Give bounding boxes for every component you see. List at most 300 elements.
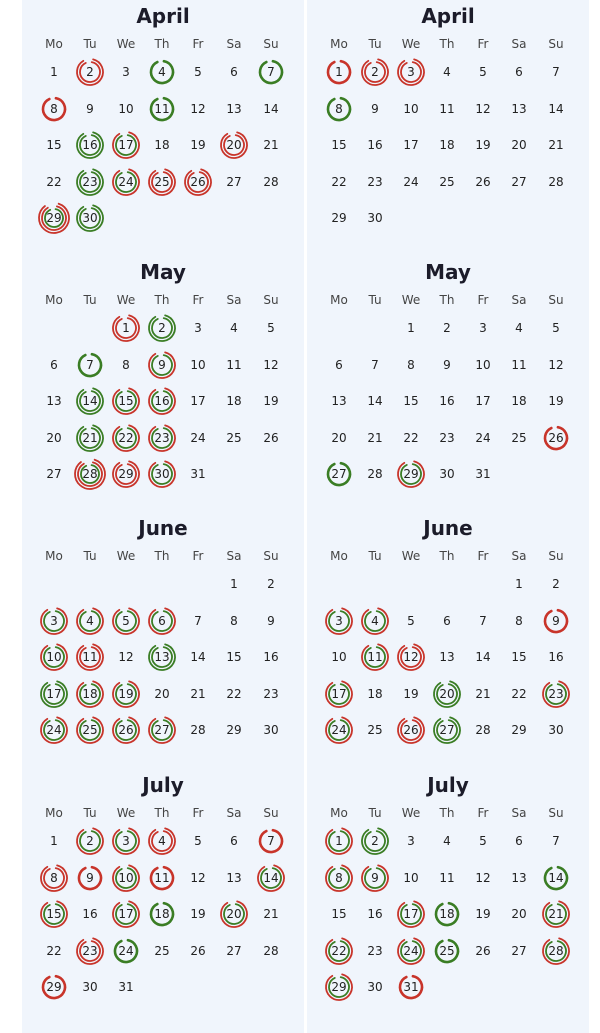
day-cell[interactable] bbox=[184, 864, 212, 892]
day-number: 17 bbox=[403, 907, 419, 921]
day-cell[interactable] bbox=[397, 643, 425, 671]
day-cell[interactable] bbox=[397, 607, 425, 635]
day-cell[interactable] bbox=[397, 716, 425, 744]
day-cell[interactable] bbox=[505, 680, 533, 708]
day-cell[interactable] bbox=[40, 937, 68, 965]
day-cell[interactable] bbox=[148, 460, 176, 488]
day-number: 29 bbox=[226, 723, 242, 737]
day-number: 7 bbox=[371, 357, 379, 372]
day-number: 26 bbox=[118, 723, 134, 737]
day-cell[interactable] bbox=[325, 643, 353, 671]
day-cell[interactable] bbox=[433, 937, 461, 965]
day-cell[interactable] bbox=[469, 168, 497, 196]
day-cell[interactable] bbox=[76, 95, 104, 123]
day-cell[interactable] bbox=[325, 351, 353, 379]
day-cell[interactable] bbox=[148, 131, 176, 159]
day-cell[interactable] bbox=[148, 351, 176, 379]
weekday-header-we: We bbox=[401, 806, 421, 820]
day-cell[interactable] bbox=[148, 95, 176, 123]
day-number: 23 bbox=[439, 430, 455, 445]
day-cell[interactable] bbox=[433, 643, 461, 671]
day-cell[interactable] bbox=[433, 314, 461, 342]
day-cell[interactable] bbox=[40, 351, 68, 379]
day-cell[interactable] bbox=[257, 570, 285, 598]
day-cell[interactable] bbox=[76, 716, 104, 744]
day-number: 22 bbox=[46, 943, 62, 958]
day-cell[interactable] bbox=[469, 95, 497, 123]
day-cell[interactable] bbox=[397, 424, 425, 452]
day-cell[interactable] bbox=[148, 900, 176, 928]
day-cell[interactable] bbox=[76, 937, 104, 965]
day-cell[interactable] bbox=[469, 607, 497, 635]
day-cell[interactable] bbox=[433, 680, 461, 708]
day-number: 14 bbox=[475, 650, 491, 664]
day-cell[interactable] bbox=[76, 424, 104, 452]
day-cell[interactable] bbox=[76, 460, 104, 488]
day-cell[interactable] bbox=[325, 827, 353, 855]
day-cell[interactable] bbox=[542, 607, 570, 635]
day-cell[interactable] bbox=[76, 827, 104, 855]
day-cell[interactable] bbox=[397, 58, 425, 86]
day-cell[interactable] bbox=[361, 168, 389, 196]
day-number: 29 bbox=[118, 467, 134, 481]
day-cell[interactable] bbox=[76, 387, 104, 415]
day-cell[interactable] bbox=[220, 864, 248, 892]
day-cell[interactable] bbox=[257, 716, 285, 744]
day-cell[interactable] bbox=[148, 424, 176, 452]
day-cell[interactable] bbox=[184, 314, 212, 342]
day-cell[interactable] bbox=[433, 168, 461, 196]
day-cell[interactable] bbox=[505, 314, 533, 342]
day-cell[interactable] bbox=[112, 716, 140, 744]
day-cell[interactable] bbox=[148, 58, 176, 86]
day-cell[interactable] bbox=[220, 58, 248, 86]
day-cell[interactable] bbox=[542, 680, 570, 708]
day-cell[interactable] bbox=[184, 827, 212, 855]
day-number: 18 bbox=[82, 686, 98, 701]
day-cell[interactable] bbox=[361, 131, 389, 159]
day-cell[interactable] bbox=[361, 387, 389, 415]
day-number: 21 bbox=[263, 907, 279, 921]
day-cell[interactable] bbox=[40, 864, 68, 892]
day-number: 1 bbox=[407, 321, 415, 335]
day-cell[interactable] bbox=[505, 643, 533, 671]
day-cell[interactable] bbox=[542, 131, 570, 159]
day-number: 15 bbox=[226, 650, 242, 664]
day-number: 29 bbox=[331, 211, 347, 225]
day-cell[interactable] bbox=[433, 827, 461, 855]
day-cell[interactable] bbox=[76, 58, 104, 86]
day-number: 9 bbox=[267, 613, 275, 628]
day-cell[interactable] bbox=[220, 937, 248, 965]
day-cell[interactable] bbox=[184, 680, 212, 708]
day-cell[interactable] bbox=[505, 827, 533, 855]
day-cell[interactable] bbox=[184, 607, 212, 635]
day-cell[interactable] bbox=[148, 387, 176, 415]
day-number: 9 bbox=[86, 101, 94, 116]
day-cell[interactable] bbox=[76, 680, 104, 708]
day-cell[interactable] bbox=[469, 460, 497, 488]
day-cell[interactable] bbox=[112, 131, 140, 159]
day-cell[interactable] bbox=[257, 937, 285, 965]
day-number: 4 bbox=[158, 65, 166, 79]
day-cell[interactable] bbox=[469, 314, 497, 342]
day-cell[interactable] bbox=[361, 607, 389, 635]
day-cell[interactable] bbox=[257, 351, 285, 379]
day-cell[interactable] bbox=[433, 351, 461, 379]
day-cell[interactable] bbox=[361, 716, 389, 744]
day-cell[interactable] bbox=[184, 900, 212, 928]
day-cell[interactable] bbox=[469, 58, 497, 86]
day-cell[interactable] bbox=[505, 716, 533, 744]
day-cell[interactable] bbox=[220, 168, 248, 196]
day-cell[interactable] bbox=[112, 351, 140, 379]
day-cell[interactable] bbox=[257, 314, 285, 342]
day-number: 25 bbox=[154, 943, 170, 958]
day-cell[interactable] bbox=[148, 680, 176, 708]
weekday-header-mo: Mo bbox=[45, 549, 63, 563]
day-cell[interactable] bbox=[76, 864, 104, 892]
day-cell[interactable] bbox=[220, 387, 248, 415]
day-cell[interactable] bbox=[505, 168, 533, 196]
day-number: 24 bbox=[403, 943, 419, 958]
day-cell[interactable] bbox=[40, 643, 68, 671]
day-cell[interactable] bbox=[433, 864, 461, 892]
day-cell[interactable] bbox=[257, 168, 285, 196]
day-cell[interactable] bbox=[184, 643, 212, 671]
day-cell[interactable] bbox=[361, 937, 389, 965]
day-cell[interactable] bbox=[112, 95, 140, 123]
day-number: 4 bbox=[230, 321, 238, 335]
day-cell[interactable] bbox=[542, 168, 570, 196]
day-cell[interactable] bbox=[76, 643, 104, 671]
day-cell[interactable] bbox=[542, 424, 570, 452]
day-cell[interactable] bbox=[148, 643, 176, 671]
day-number: 28 bbox=[548, 943, 564, 958]
day-cell[interactable] bbox=[184, 424, 212, 452]
day-cell[interactable] bbox=[361, 900, 389, 928]
weekday-header-su: Su bbox=[263, 806, 279, 820]
day-number: 8 bbox=[407, 357, 415, 372]
day-cell[interactable] bbox=[112, 864, 140, 892]
day-cell[interactable] bbox=[40, 424, 68, 452]
day-cell[interactable] bbox=[40, 607, 68, 635]
day-cell[interactable] bbox=[505, 58, 533, 86]
day-number: 1 bbox=[515, 577, 523, 591]
day-cell[interactable] bbox=[397, 387, 425, 415]
day-cell[interactable] bbox=[40, 131, 68, 159]
day-cell[interactable] bbox=[40, 95, 68, 123]
day-cell[interactable] bbox=[361, 58, 389, 86]
day-cell[interactable] bbox=[148, 827, 176, 855]
day-cell[interactable] bbox=[397, 351, 425, 379]
day-number: 16 bbox=[263, 650, 279, 664]
day-cell[interactable] bbox=[361, 827, 389, 855]
day-cell[interactable] bbox=[325, 973, 353, 1001]
day-cell[interactable] bbox=[505, 570, 533, 598]
day-cell[interactable] bbox=[397, 95, 425, 123]
day-cell[interactable] bbox=[469, 900, 497, 928]
day-cell[interactable] bbox=[257, 424, 285, 452]
day-cell[interactable] bbox=[469, 351, 497, 379]
day-cell[interactable] bbox=[325, 716, 353, 744]
day-cell[interactable] bbox=[40, 387, 68, 415]
day-cell[interactable] bbox=[325, 864, 353, 892]
day-cell[interactable] bbox=[40, 680, 68, 708]
day-cell[interactable] bbox=[257, 95, 285, 123]
day-cell[interactable] bbox=[397, 864, 425, 892]
day-cell[interactable] bbox=[40, 460, 68, 488]
day-cell[interactable] bbox=[257, 864, 285, 892]
day-cell[interactable] bbox=[184, 937, 212, 965]
day-cell[interactable] bbox=[112, 424, 140, 452]
day-cell[interactable] bbox=[220, 351, 248, 379]
day-cell[interactable] bbox=[257, 827, 285, 855]
day-cell[interactable] bbox=[76, 973, 104, 1001]
day-number: 21 bbox=[190, 686, 206, 701]
day-cell[interactable] bbox=[505, 131, 533, 159]
day-cell[interactable] bbox=[361, 424, 389, 452]
weekday-header-tu: Tu bbox=[368, 806, 382, 820]
day-cell[interactable] bbox=[257, 387, 285, 415]
day-number: 29 bbox=[511, 723, 527, 737]
day-cell[interactable] bbox=[433, 95, 461, 123]
day-cell[interactable] bbox=[469, 680, 497, 708]
day-cell[interactable] bbox=[220, 827, 248, 855]
day-cell[interactable] bbox=[397, 460, 425, 488]
day-cell[interactable] bbox=[112, 460, 140, 488]
day-cell[interactable] bbox=[76, 131, 104, 159]
day-cell[interactable] bbox=[184, 351, 212, 379]
day-cell[interactable] bbox=[361, 643, 389, 671]
day-cell[interactable] bbox=[469, 937, 497, 965]
day-cell[interactable] bbox=[542, 643, 570, 671]
day-cell[interactable] bbox=[220, 314, 248, 342]
day-cell[interactable] bbox=[112, 973, 140, 1001]
day-number: 23 bbox=[154, 430, 170, 445]
day-cell[interactable] bbox=[40, 827, 68, 855]
day-number: 1 bbox=[335, 65, 343, 79]
day-cell[interactable] bbox=[148, 864, 176, 892]
day-cell[interactable] bbox=[397, 314, 425, 342]
day-cell[interactable] bbox=[112, 900, 140, 928]
day-cell[interactable] bbox=[469, 716, 497, 744]
day-cell[interactable] bbox=[542, 716, 570, 744]
day-cell[interactable] bbox=[40, 168, 68, 196]
day-number: 24 bbox=[475, 430, 491, 445]
day-number: 9 bbox=[552, 613, 560, 628]
day-cell[interactable] bbox=[325, 168, 353, 196]
day-cell[interactable] bbox=[325, 387, 353, 415]
day-cell[interactable] bbox=[112, 168, 140, 196]
day-cell[interactable] bbox=[220, 607, 248, 635]
day-cell[interactable] bbox=[361, 204, 389, 232]
day-cell[interactable] bbox=[505, 424, 533, 452]
day-cell[interactable] bbox=[76, 900, 104, 928]
day-number: 22 bbox=[511, 686, 527, 701]
day-cell[interactable] bbox=[112, 607, 140, 635]
day-number: 27 bbox=[226, 943, 242, 958]
day-cell[interactable] bbox=[397, 937, 425, 965]
day-cell[interactable] bbox=[112, 827, 140, 855]
day-cell[interactable] bbox=[542, 58, 570, 86]
day-cell[interactable] bbox=[469, 864, 497, 892]
day-cell[interactable] bbox=[397, 131, 425, 159]
day-cell[interactable] bbox=[397, 827, 425, 855]
day-cell[interactable] bbox=[325, 204, 353, 232]
day-number: 30 bbox=[439, 467, 455, 481]
day-cell[interactable] bbox=[505, 607, 533, 635]
day-cell[interactable] bbox=[469, 827, 497, 855]
day-cell[interactable] bbox=[505, 864, 533, 892]
day-cell[interactable] bbox=[76, 204, 104, 232]
day-cell[interactable] bbox=[325, 95, 353, 123]
day-cell[interactable] bbox=[40, 973, 68, 1001]
day-number: 3 bbox=[194, 321, 202, 335]
day-number: 24 bbox=[118, 943, 134, 958]
day-cell[interactable] bbox=[40, 204, 68, 232]
day-cell[interactable] bbox=[542, 827, 570, 855]
day-cell[interactable] bbox=[469, 387, 497, 415]
day-cell[interactable] bbox=[505, 95, 533, 123]
day-number: 1 bbox=[122, 321, 130, 335]
day-cell[interactable] bbox=[433, 387, 461, 415]
day-cell[interactable] bbox=[433, 607, 461, 635]
day-cell[interactable] bbox=[542, 314, 570, 342]
day-cell[interactable] bbox=[397, 900, 425, 928]
day-cell[interactable] bbox=[325, 900, 353, 928]
day-cell[interactable] bbox=[469, 424, 497, 452]
day-cell[interactable] bbox=[184, 460, 212, 488]
day-cell[interactable] bbox=[220, 570, 248, 598]
day-cell[interactable] bbox=[184, 716, 212, 744]
day-cell[interactable] bbox=[76, 168, 104, 196]
day-number: 11 bbox=[154, 101, 170, 116]
day-cell[interactable] bbox=[361, 973, 389, 1001]
day-number: 31 bbox=[403, 980, 419, 994]
day-cell[interactable] bbox=[220, 95, 248, 123]
day-cell[interactable] bbox=[184, 131, 212, 159]
day-cell[interactable] bbox=[148, 937, 176, 965]
day-cell[interactable] bbox=[542, 864, 570, 892]
day-cell[interactable] bbox=[361, 864, 389, 892]
day-cell[interactable] bbox=[433, 424, 461, 452]
day-cell[interactable] bbox=[542, 351, 570, 379]
day-number: 7 bbox=[194, 613, 202, 628]
day-number: 11 bbox=[226, 357, 242, 372]
day-cell[interactable] bbox=[325, 424, 353, 452]
day-cell[interactable] bbox=[220, 680, 248, 708]
day-number: 11 bbox=[154, 870, 170, 885]
day-cell[interactable] bbox=[40, 900, 68, 928]
day-cell[interactable] bbox=[361, 680, 389, 708]
day-number: 20 bbox=[46, 430, 62, 445]
day-cell[interactable] bbox=[542, 570, 570, 598]
day-cell[interactable] bbox=[112, 937, 140, 965]
day-cell[interactable] bbox=[184, 58, 212, 86]
day-cell[interactable] bbox=[433, 460, 461, 488]
day-cell[interactable] bbox=[542, 937, 570, 965]
day-cell[interactable] bbox=[220, 900, 248, 928]
day-cell[interactable] bbox=[257, 58, 285, 86]
day-cell[interactable] bbox=[505, 387, 533, 415]
day-cell[interactable] bbox=[469, 643, 497, 671]
day-cell[interactable] bbox=[325, 607, 353, 635]
day-cell[interactable] bbox=[361, 95, 389, 123]
day-cell[interactable] bbox=[505, 351, 533, 379]
day-cell[interactable] bbox=[257, 680, 285, 708]
day-cell[interactable] bbox=[112, 314, 140, 342]
day-cell[interactable] bbox=[397, 680, 425, 708]
day-cell[interactable] bbox=[40, 716, 68, 744]
day-cell[interactable] bbox=[220, 424, 248, 452]
day-number: 4 bbox=[515, 321, 523, 335]
day-cell[interactable] bbox=[257, 900, 285, 928]
day-cell[interactable] bbox=[112, 680, 140, 708]
day-cell[interactable] bbox=[469, 131, 497, 159]
day-cell[interactable] bbox=[325, 937, 353, 965]
day-cell[interactable] bbox=[220, 716, 248, 744]
day-cell[interactable] bbox=[184, 95, 212, 123]
day-cell[interactable] bbox=[433, 58, 461, 86]
day-cell[interactable] bbox=[76, 607, 104, 635]
calendar-column-left bbox=[22, 0, 304, 1033]
day-number: 20 bbox=[511, 907, 527, 921]
day-number: 25 bbox=[511, 430, 527, 445]
day-cell[interactable] bbox=[76, 351, 104, 379]
day-cell[interactable] bbox=[397, 973, 425, 1001]
day-cell[interactable] bbox=[148, 168, 176, 196]
day-cell[interactable] bbox=[184, 168, 212, 196]
day-cell[interactable] bbox=[325, 460, 353, 488]
day-cell[interactable] bbox=[361, 351, 389, 379]
day-cell[interactable] bbox=[148, 716, 176, 744]
month-title: June bbox=[423, 516, 473, 540]
day-number: 11 bbox=[367, 650, 383, 664]
day-cell[interactable] bbox=[433, 900, 461, 928]
day-cell[interactable] bbox=[220, 643, 248, 671]
day-cell[interactable] bbox=[542, 900, 570, 928]
day-number: 21 bbox=[82, 430, 98, 445]
day-cell[interactable] bbox=[433, 131, 461, 159]
day-cell[interactable] bbox=[184, 387, 212, 415]
day-cell[interactable] bbox=[257, 131, 285, 159]
weekday-header-we: We bbox=[401, 293, 421, 307]
day-cell[interactable] bbox=[40, 58, 68, 86]
day-cell[interactable] bbox=[505, 937, 533, 965]
day-cell[interactable] bbox=[112, 58, 140, 86]
day-cell[interactable] bbox=[361, 460, 389, 488]
day-cell[interactable] bbox=[220, 131, 248, 159]
day-cell[interactable] bbox=[148, 607, 176, 635]
day-cell[interactable] bbox=[397, 168, 425, 196]
day-cell[interactable] bbox=[325, 680, 353, 708]
day-cell[interactable] bbox=[148, 314, 176, 342]
day-cell[interactable] bbox=[257, 607, 285, 635]
day-number: 21 bbox=[367, 430, 383, 445]
day-cell[interactable] bbox=[542, 387, 570, 415]
day-number: 30 bbox=[367, 211, 383, 225]
day-cell[interactable] bbox=[542, 95, 570, 123]
day-number: 5 bbox=[479, 834, 487, 848]
day-cell[interactable] bbox=[325, 131, 353, 159]
day-cell[interactable] bbox=[112, 643, 140, 671]
day-cell[interactable] bbox=[505, 900, 533, 928]
day-cell[interactable] bbox=[257, 643, 285, 671]
day-cell[interactable] bbox=[112, 387, 140, 415]
day-cell[interactable] bbox=[433, 716, 461, 744]
day-cell[interactable] bbox=[325, 58, 353, 86]
